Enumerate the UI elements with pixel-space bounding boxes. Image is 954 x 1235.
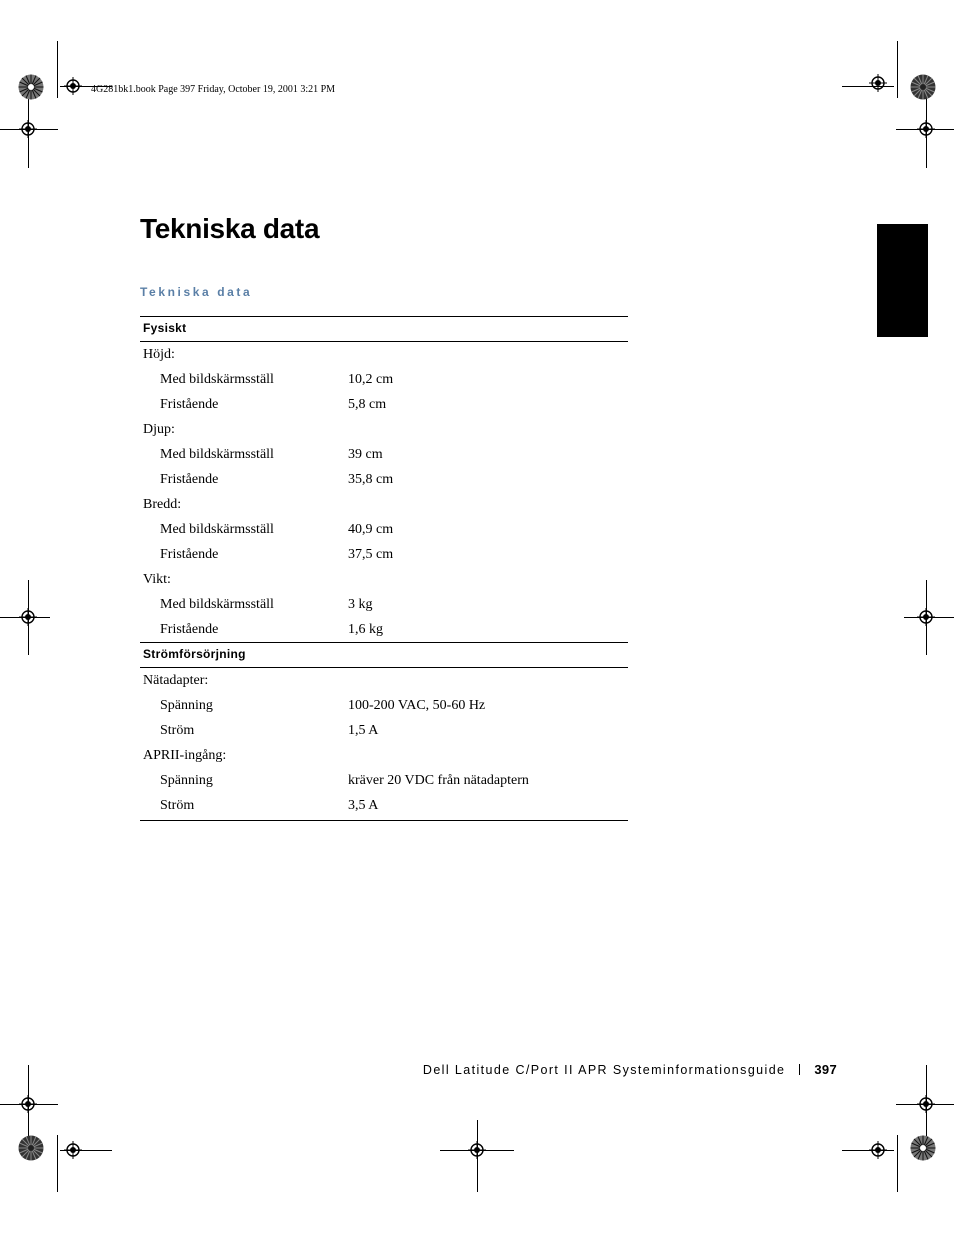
row-label: Med bildskärmsställ	[160, 597, 274, 612]
star-target-icon	[910, 1135, 936, 1161]
row-label: Ström	[160, 798, 195, 813]
crop-mark	[57, 1135, 58, 1192]
table-row	[140, 567, 628, 592]
row-value: 5,8 cm	[348, 397, 387, 412]
row-label: APRII-ingång:	[143, 748, 227, 763]
row-value: 37,5 cm	[348, 547, 394, 562]
star-target-icon	[18, 74, 44, 100]
star-target-icon	[18, 1135, 44, 1161]
crop-mark	[57, 41, 58, 98]
registration-mark-icon	[917, 120, 935, 138]
row-label: Fristående	[160, 547, 219, 562]
row-label: Med bildskärmsställ	[160, 372, 274, 387]
row-value: 1,6 kg	[348, 622, 383, 637]
table-row	[140, 517, 628, 542]
footer-guide-title: Dell Latitude C/Port II APR Systeminformationsguide	[422, 1062, 786, 1077]
registration-mark-icon	[869, 1141, 887, 1159]
row-label: Spänning	[160, 773, 213, 788]
row-value: 1,5 A	[348, 723, 379, 738]
row-value: 10,2 cm	[348, 372, 394, 387]
row-value: 35,8 cm	[348, 472, 394, 487]
table-row	[140, 342, 628, 367]
table-bottom-rule	[140, 820, 628, 821]
crop-mark	[897, 41, 898, 98]
table-row	[140, 743, 628, 768]
row-value: 100-200 VAC, 50-60 Hz	[348, 698, 486, 713]
table-row	[140, 718, 628, 743]
row-label: Djup:	[143, 422, 175, 437]
star-target-icon	[910, 74, 936, 100]
table-row	[140, 392, 628, 417]
page-title: Tekniska data	[140, 213, 320, 244]
row-value: 40,9 cm	[348, 522, 394, 537]
print-info: 4G281bk1.book Page 397 Friday, October 19, 2001 3:21 PM	[91, 84, 336, 95]
table-row	[140, 417, 628, 442]
row-label: Med bildskärmsställ	[160, 522, 274, 537]
row-label: Fristående	[160, 397, 219, 412]
row-label: Bredd:	[143, 497, 182, 512]
registration-mark-icon	[64, 77, 82, 95]
table-row	[140, 793, 628, 818]
table-row	[140, 367, 628, 392]
spec-table	[140, 316, 628, 821]
registration-mark-icon	[917, 608, 935, 626]
row-value: kräver 20 VDC från nätadaptern	[348, 773, 529, 788]
table-row	[140, 693, 628, 718]
registration-mark-icon	[19, 1095, 37, 1113]
registration-mark-icon	[64, 1141, 82, 1159]
row-label: Fristående	[160, 472, 219, 487]
row-label: Nätadapter:	[143, 673, 209, 688]
crop-mark	[897, 1135, 898, 1192]
row-label: Höjd:	[143, 347, 175, 362]
table-caption: Tekniska data	[140, 285, 253, 299]
page-number: 397	[814, 1062, 837, 1077]
table-row	[140, 467, 628, 492]
section-heading-stromforsorjning: Strömförsörjning	[140, 642, 628, 668]
registration-mark-icon	[19, 608, 37, 626]
row-label: Ström	[160, 723, 195, 738]
row-label: Med bildskärmsställ	[160, 447, 274, 462]
row-value: 3,5 A	[348, 798, 379, 813]
table-row	[140, 442, 628, 467]
footer-separator	[799, 1064, 800, 1075]
registration-mark-icon	[19, 120, 37, 138]
table-row	[140, 768, 628, 793]
table-row	[140, 492, 628, 517]
chapter-thumb-tab	[877, 224, 928, 337]
registration-mark-icon	[917, 1095, 935, 1113]
table-row	[140, 542, 628, 567]
row-label: Vikt:	[143, 572, 171, 587]
table-row	[140, 592, 628, 617]
row-value: 3 kg	[348, 597, 373, 612]
table-row	[140, 617, 628, 642]
row-label: Fristående	[160, 622, 219, 637]
registration-mark-icon	[468, 1141, 486, 1159]
registration-mark-icon	[869, 74, 887, 92]
row-label: Spänning	[160, 698, 213, 713]
table-row	[140, 668, 628, 693]
page-footer	[423, 1062, 837, 1077]
row-value: 39 cm	[348, 447, 383, 462]
section-heading-fysiskt: Fysiskt	[140, 316, 628, 342]
